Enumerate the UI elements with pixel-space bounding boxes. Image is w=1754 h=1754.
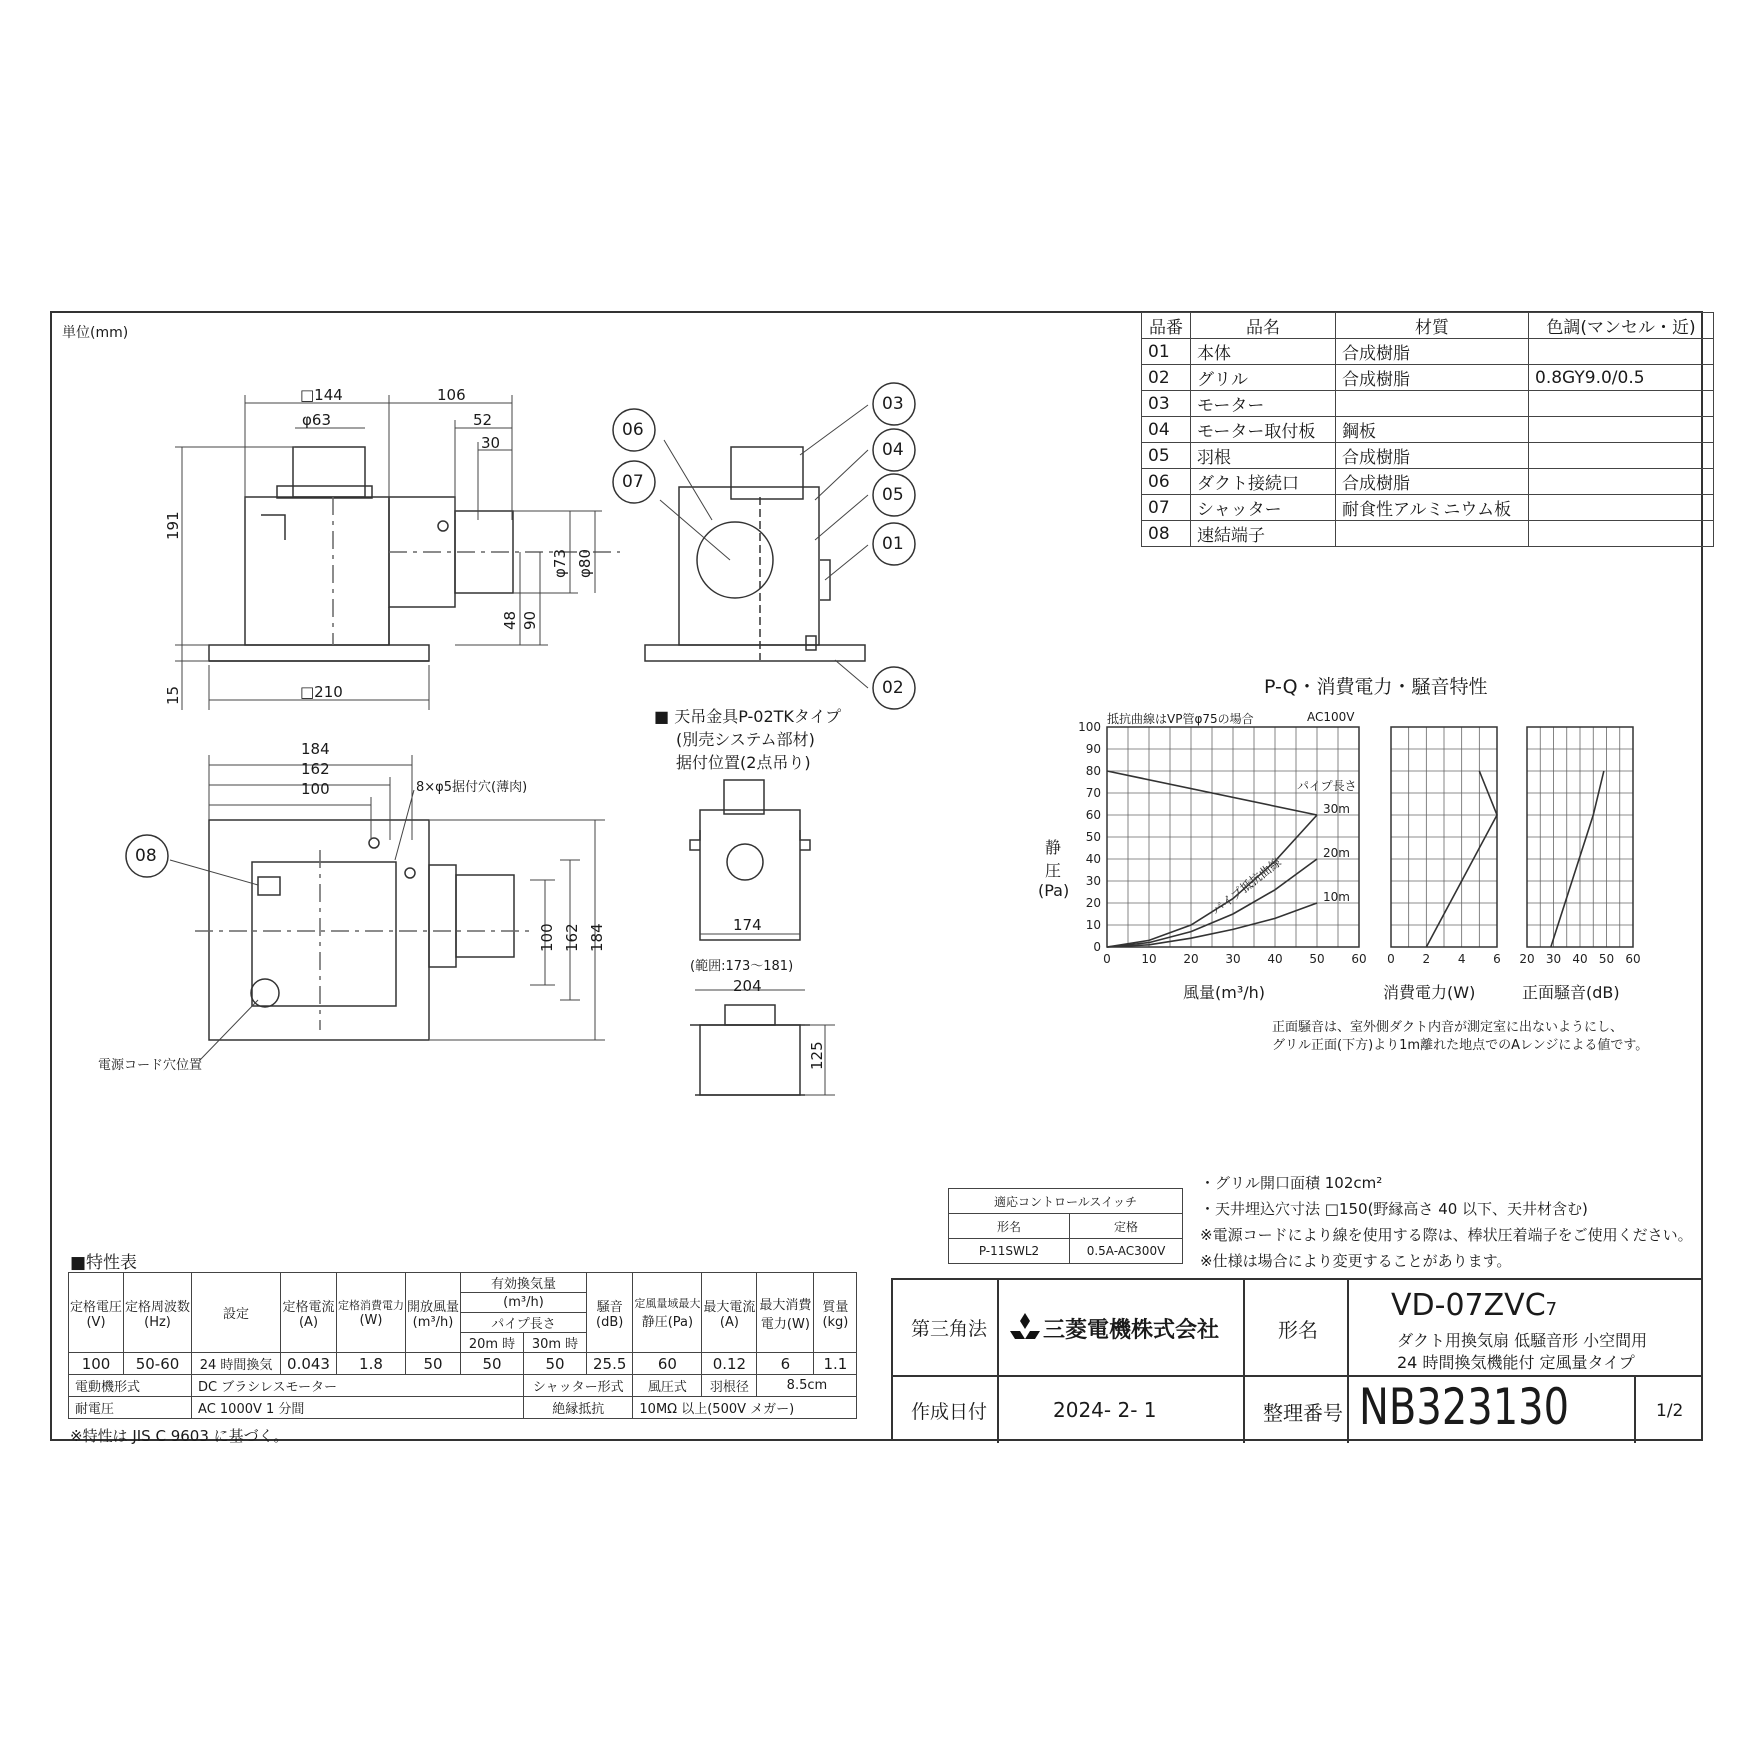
spec-value: 50	[405, 1353, 460, 1375]
spec-insulation-label: 絶縁抵抗	[524, 1397, 633, 1419]
parts-cell: 速結端子	[1191, 521, 1336, 547]
spec-h-20m: 20m 時	[461, 1333, 524, 1352]
spec-motor-label: 電動機形式	[69, 1375, 192, 1397]
spec-value: 50	[461, 1353, 524, 1375]
dim-phi73: φ73	[551, 549, 569, 578]
model-number: VD-07ZVC7	[1391, 1288, 1558, 1323]
switch-col-model: 形名	[949, 1214, 1070, 1239]
chart-note: 抵抗曲線はVP管φ75の場合	[1107, 712, 1254, 726]
chart-xlabel-noise: 正面騒音(dB)	[1522, 983, 1620, 1002]
parts-cell: 08	[1142, 521, 1191, 547]
spec-value: 0.043	[281, 1353, 337, 1375]
spec-value: 60	[633, 1353, 702, 1375]
spec-value: 1.1	[814, 1353, 857, 1375]
note-cord: ※電源コードにより線を使用する際は、棒状圧着端子をご使用ください。	[1200, 1226, 1693, 1244]
hanger-line3: 据付位置(2点吊り)	[676, 753, 811, 772]
spec-footnote: ※特性は JIS C 9603 に基づく。	[70, 1427, 289, 1445]
number-label: 整理番号	[1263, 1401, 1343, 1425]
callout-02: 02	[882, 678, 904, 698]
dim-184: 184	[301, 740, 330, 758]
title-block	[891, 1278, 1703, 1441]
series-label: 30m	[1323, 802, 1350, 816]
parts-cell: モーター	[1191, 391, 1336, 417]
date-label: 作成日付	[911, 1401, 988, 1423]
spec-withstand-label: 耐電圧	[69, 1397, 192, 1419]
parts-cell: 07	[1142, 495, 1191, 521]
parts-cell: 04	[1142, 417, 1191, 443]
resistance-curve-label: パイプ抵抗曲線	[1209, 855, 1284, 918]
pipe-length-label: パイプ長さ	[1297, 779, 1357, 793]
chart-title: P-Q・消費電力・騒音特性	[1264, 676, 1488, 698]
series-label: 20m	[1323, 846, 1350, 860]
y-tick-label: 80	[1085, 764, 1101, 778]
parts-cell: 02	[1142, 365, 1191, 391]
y-tick-label: 70	[1085, 786, 1101, 800]
dim-30: 30	[481, 434, 501, 452]
dim-15: 15	[164, 685, 182, 705]
x-tick-label: 60	[1351, 952, 1367, 966]
cord-hole-note: 電源コード穴位置	[98, 1058, 203, 1073]
parts-header-material: 材質	[1336, 313, 1529, 339]
parts-cell: 05	[1142, 443, 1191, 469]
dim-v184: 184	[588, 923, 606, 952]
mitsubishi-logo-icon	[1010, 1313, 1040, 1341]
callout-06: 06	[622, 420, 644, 440]
x-tick-label: 20	[1183, 952, 1199, 966]
switch-col-rating: 定格	[1070, 1214, 1183, 1239]
chart-xlabel-pq: 風量(m³/h)	[1183, 983, 1266, 1002]
parts-cell: 01	[1142, 339, 1191, 365]
spec-h-maxpow: 最大消費 電力(W)	[757, 1273, 814, 1353]
x-tick-label: 30	[1225, 952, 1241, 966]
spec-h-current: 定格電流 (A)	[281, 1273, 337, 1353]
parts-cell: ダクト接続口	[1191, 469, 1336, 495]
chart-voltage: AC100V	[1307, 710, 1355, 724]
parts-cell: 耐食性アルミニウム板	[1336, 495, 1529, 521]
spec-h-freq: 定格周波数 (Hz)	[124, 1273, 192, 1353]
note-grille-area: ・グリル開口面積 102cm²	[1200, 1174, 1383, 1192]
spec-value: 6	[757, 1353, 814, 1375]
dim-90: 90	[521, 610, 539, 630]
spec-blade: 8.5cm	[757, 1375, 857, 1397]
spec-value: 1.8	[336, 1353, 405, 1375]
parts-cell: 本体	[1191, 339, 1336, 365]
x-tick-label: 40	[1267, 952, 1283, 966]
callout-05: 05	[882, 485, 904, 505]
dim-100: 100	[301, 780, 330, 798]
spec-title: ■特性表	[70, 1253, 138, 1273]
spec-h-pipe: パイプ長さ	[461, 1313, 586, 1333]
chart-ylabel-2: 圧	[1045, 861, 1062, 880]
spec-h-30m: 30m 時	[531, 1337, 579, 1352]
spec-h-eff-unit: (m³/h)	[461, 1293, 587, 1313]
parts-header-no: 品番	[1142, 313, 1191, 339]
x-tick-label: 40	[1572, 952, 1588, 966]
y-tick-label: 50	[1085, 830, 1101, 844]
x-tick-label: 10	[1141, 952, 1157, 966]
parts-cell: 鋼板	[1336, 417, 1529, 443]
callout-04: 04	[882, 440, 904, 460]
mount-holes-note: 8×φ5据付穴(薄肉)	[416, 780, 528, 795]
spec-h-maxcur: 最大電流 (A)	[702, 1273, 757, 1353]
noise-note-2: グリル正面(下方)より1m離れた地点でのAレンジによる値です。	[1272, 1038, 1649, 1053]
hanger-range: (範囲:173〜181)	[690, 959, 794, 974]
parts-cell: 合成樹脂	[1336, 339, 1529, 365]
dim-v100: 100	[538, 923, 556, 952]
dim-144: □144	[300, 386, 343, 404]
parts-cell: 03	[1142, 391, 1191, 417]
dim-52: 52	[473, 411, 493, 429]
switch-rating: 0.5A-AC300V	[1070, 1239, 1183, 1264]
y-tick-label: 100	[1078, 720, 1101, 734]
bottom-view	[195, 820, 530, 1040]
parts-cell: シャッター	[1191, 495, 1336, 521]
parts-cell: 0.8GY9.0/0.5	[1529, 365, 1714, 391]
y-tick-label: 10	[1085, 918, 1101, 932]
spec-h-open: 開放風量 (m³/h)	[405, 1273, 460, 1353]
x-tick-label: 50	[1309, 952, 1325, 966]
dim-106: 106	[437, 386, 466, 404]
chart-ylabel-3: (Pa)	[1038, 881, 1070, 900]
spec-insulation: 10MΩ 以上(500V メガー)	[633, 1397, 857, 1419]
spec-value: 24 時間換気	[192, 1353, 281, 1375]
spec-blade-label: 羽根径	[702, 1375, 757, 1397]
dim-48: 48	[501, 610, 519, 630]
spec-h-pipe-lengths	[461, 1333, 586, 1352]
hanger-view	[690, 780, 810, 1095]
page-number: 1/2	[1656, 1401, 1684, 1421]
y-tick-label: 90	[1085, 742, 1101, 756]
parts-header-name: 品名	[1191, 313, 1336, 339]
creation-date: 2024- 2- 1	[1053, 1398, 1157, 1422]
y-tick-label: 0	[1093, 940, 1101, 954]
y-tick-label: 20	[1085, 896, 1101, 910]
x-tick-label: 60	[1625, 952, 1641, 966]
hanger-line2: (別売システム部材)	[676, 730, 815, 749]
parts-cell: 合成樹脂	[1336, 469, 1529, 495]
spec-value: 100	[69, 1353, 124, 1375]
spec-motor: DC ブラシレスモーター	[192, 1375, 524, 1397]
x-tick-label: 0	[1387, 952, 1395, 966]
spec-h-setting: 設定	[192, 1273, 281, 1353]
spec-h-noise: 騒音 (dB)	[587, 1273, 633, 1353]
x-tick-label: 20	[1519, 952, 1535, 966]
spec-h-power: 定格消費電力 (W)	[336, 1273, 405, 1353]
spec-table	[68, 1272, 857, 1419]
callout-07: 07	[622, 472, 644, 492]
dim-174: 174	[733, 916, 762, 934]
dim-210: □210	[300, 683, 343, 701]
switch-table-title: 適応コントロールスイッチ	[949, 1189, 1183, 1214]
y-tick-label: 40	[1085, 852, 1101, 866]
parts-cell: 合成樹脂	[1336, 443, 1529, 469]
spec-h-static: 定風量域最大 静圧(Pa)	[633, 1273, 702, 1353]
parts-cell: 合成樹脂	[1336, 365, 1529, 391]
dim-phi63: φ63	[302, 411, 331, 429]
hanger-title: ■ 天吊金具P-02TKタイプ	[654, 707, 842, 726]
callout-03: 03	[882, 394, 904, 414]
dim-204: 204	[733, 977, 762, 995]
parts-header-color: 色調(マンセル・近)	[1529, 313, 1714, 339]
parts-cell: 羽根	[1191, 443, 1336, 469]
note-spec-change: ※仕様は場合により変更することがあります。	[1200, 1252, 1512, 1270]
model-desc-2: 24 時間換気機能付 定風量タイプ	[1397, 1353, 1635, 1372]
x-tick-label: 4	[1457, 952, 1466, 966]
parts-cell: 06	[1142, 469, 1191, 495]
y-tick-label: 60	[1085, 808, 1101, 822]
callout-01: 01	[882, 534, 904, 554]
parts-cell: モーター取付板	[1191, 417, 1336, 443]
y-tick-label: 30	[1085, 874, 1101, 888]
callout-08: 08	[135, 846, 157, 866]
x-tick-label: 6	[1493, 952, 1501, 966]
spec-value: 25.5	[587, 1353, 633, 1375]
series-label: 10m	[1323, 890, 1350, 904]
drawing-number: NB323130	[1359, 1378, 1570, 1436]
spec-h-eff: 有効換気量	[461, 1273, 587, 1293]
spec-h-voltage: 定格電圧 (V)	[69, 1273, 124, 1353]
section-view	[645, 447, 865, 661]
dim-125: 125	[808, 1041, 826, 1070]
parts-cell: グリル	[1191, 365, 1336, 391]
dim-phi80: φ80	[576, 549, 594, 578]
x-tick-label: 2	[1422, 952, 1431, 966]
x-tick-label: 0	[1103, 952, 1111, 966]
spec-withstand: AC 1000V 1 分間	[192, 1397, 524, 1419]
chart-ylabel-1: 静	[1045, 838, 1062, 857]
noise-note-1: 正面騒音は、室外側ダクト内音が測定室に出ないようにし、	[1272, 1020, 1624, 1035]
x-tick-label: 30	[1545, 952, 1562, 966]
spec-value: 50-60	[124, 1353, 192, 1375]
model-label: 形名	[1278, 1318, 1318, 1342]
chart-xlabel-power: 消費電力(W)	[1383, 983, 1476, 1002]
spec-shutter: 風圧式	[633, 1375, 702, 1397]
spec-h-mass: 質量 (kg)	[814, 1273, 857, 1353]
unit-label: 単位(mm)	[62, 325, 129, 341]
company-name: 三菱電機株式会社	[1043, 1318, 1220, 1343]
switch-model: P-11SWL2	[949, 1239, 1070, 1264]
switch-table	[948, 1188, 1183, 1264]
x-tick-label: 50	[1598, 952, 1615, 966]
projection-method: 第三角法	[911, 1318, 988, 1340]
spec-h-pipe-group	[461, 1313, 587, 1353]
spec-value: 0.12	[702, 1353, 757, 1375]
dim-v162: 162	[563, 923, 581, 952]
dim-162: 162	[301, 760, 330, 778]
spec-shutter-label: シャッター形式	[524, 1375, 633, 1397]
spec-value: 50	[524, 1353, 587, 1375]
note-ceiling-hole: ・天井埋込穴寸法 □150(野縁高さ 40 以下、天井材含む)	[1200, 1200, 1588, 1218]
dim-191: 191	[164, 511, 182, 540]
model-desc-1: ダクト用換気扇 低騒音形 小空間用	[1397, 1331, 1648, 1350]
